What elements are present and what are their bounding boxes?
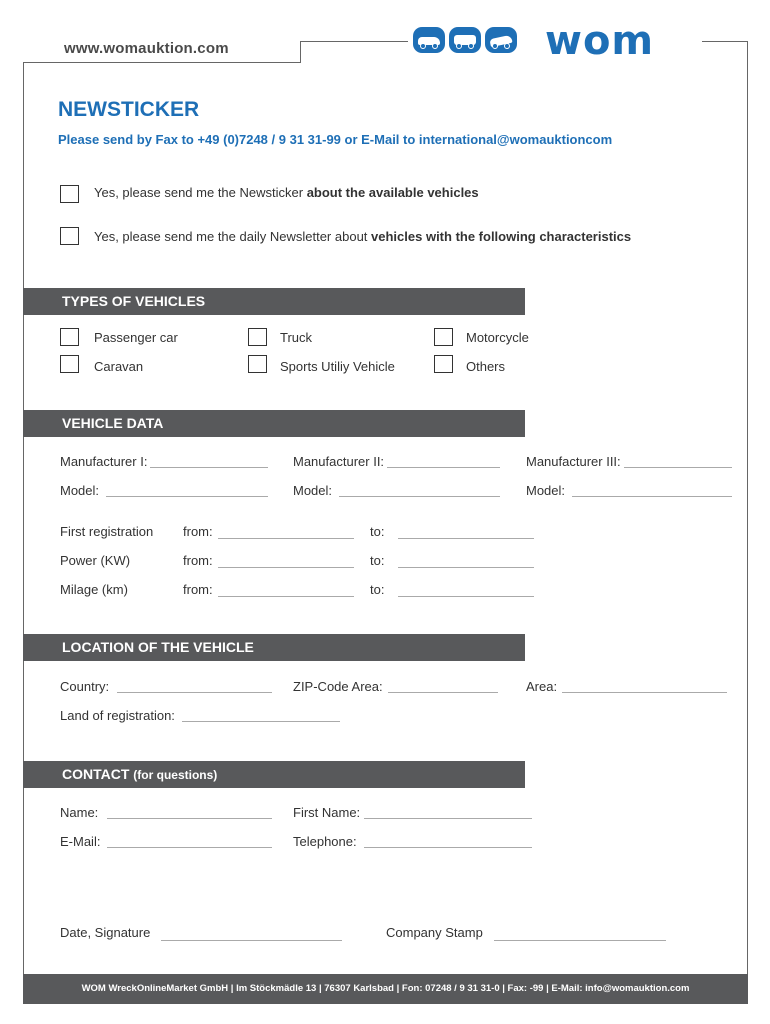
frame-top-border <box>702 41 748 42</box>
model-1-label: Model: <box>60 483 100 498</box>
first-registration-from-field[interactable] <box>218 538 354 539</box>
option-bold-text: vehicles with the following characteristics <box>371 229 632 244</box>
land-registration-label: Land of registration: <box>60 708 175 723</box>
manufacturer-2-field[interactable] <box>387 467 500 468</box>
section-title: TYPES OF VEHICLES <box>62 293 206 309</box>
contact-subtitle: (for questions) <box>133 768 218 782</box>
area-label: Area: <box>526 679 558 694</box>
name-label: Name: <box>60 805 99 820</box>
newsletter-option <box>94 229 631 244</box>
wom-logo: wom <box>545 18 655 64</box>
newsticker-option <box>94 185 479 200</box>
from-label: from: <box>183 524 213 539</box>
manufacturer-1-field[interactable] <box>150 467 268 468</box>
milage-to-field[interactable] <box>398 596 534 597</box>
manufacturer-3-field[interactable] <box>624 467 732 468</box>
frame-right-border <box>747 41 748 996</box>
passenger-car-checkbox[interactable] <box>60 328 79 346</box>
first-registration-label: First registration <box>60 524 154 539</box>
area-field[interactable] <box>562 692 727 693</box>
section-title: LOCATION OF THE VEHICLE <box>62 639 254 655</box>
page-title: NEWSTICKER <box>58 98 200 121</box>
manufacturer-3-label: Manufacturer III: <box>526 454 621 469</box>
frame-top-border <box>300 41 408 42</box>
newsticker-checkbox[interactable] <box>60 185 79 203</box>
manufacturer-2-label: Manufacturer II: <box>293 454 385 469</box>
name-field[interactable] <box>107 818 272 819</box>
model-2-field[interactable] <box>339 496 500 497</box>
power-label: Power (KW) <box>60 553 131 568</box>
car-icon <box>413 27 445 53</box>
car-crash-icon <box>485 27 517 53</box>
section-types-header <box>23 288 525 315</box>
power-to-field[interactable] <box>398 567 534 568</box>
model-3-field[interactable] <box>572 496 732 497</box>
date-signature-label: Date, Signature <box>60 925 151 940</box>
section-vehicle-data-header <box>23 410 525 437</box>
frame-left-border <box>23 62 24 996</box>
suv-label: Sports Utiliy Vehicle <box>280 359 395 374</box>
truck-label: Truck <box>280 330 313 345</box>
section-title: VEHICLE DATA <box>62 415 164 431</box>
milage-from-field[interactable] <box>218 596 354 597</box>
country-field[interactable] <box>117 692 272 693</box>
frame-top-border <box>23 62 301 63</box>
option-bold-text: about the available vehicles <box>306 185 479 200</box>
option-text: Yes, please send me the daily Newsletter about <box>94 229 372 244</box>
model-1-field[interactable] <box>106 496 268 497</box>
milage-label: Milage (km) <box>60 582 128 597</box>
first-name-label: First Name: <box>293 805 361 820</box>
to-label: to: <box>370 582 385 597</box>
frame-notch <box>300 41 301 63</box>
motorcycle-checkbox[interactable] <box>434 328 453 346</box>
bus-icon <box>449 27 481 53</box>
suv-checkbox[interactable] <box>248 355 267 373</box>
caravan-checkbox[interactable] <box>60 355 79 373</box>
company-stamp-field[interactable] <box>494 940 666 941</box>
telephone-field[interactable] <box>364 847 532 848</box>
date-signature-field[interactable] <box>161 940 342 941</box>
telephone-label: Telephone: <box>293 834 357 849</box>
zip-field[interactable] <box>388 692 498 693</box>
land-registration-field[interactable] <box>182 721 340 722</box>
motorcycle-label: Motorcycle <box>466 330 529 345</box>
page-subtitle: Please send by Fax to +49 (0)7248 / 9 31 31-99 or E-Mail to international@womauktioncom <box>58 132 613 147</box>
to-label: to: <box>370 524 385 539</box>
section-title <box>62 766 217 782</box>
newsletter-checkbox[interactable] <box>60 227 79 245</box>
website-url: www.womauktion.com <box>64 40 229 57</box>
option-text: Yes, please send me the Newsticker <box>94 185 307 200</box>
email-label: E-Mail: <box>60 834 101 849</box>
truck-checkbox[interactable] <box>248 328 267 346</box>
to-label: to: <box>370 553 385 568</box>
first-registration-to-field[interactable] <box>398 538 534 539</box>
caravan-label: Caravan <box>94 359 144 374</box>
logo-icons <box>413 27 517 55</box>
others-label: Others <box>466 359 506 374</box>
footer: WOM WreckOnlineMarket GmbH | Im Stöckmädle 13 | 76307 Karlsbad | Fon: 07248 / 9 31 31-0 | Fax: -99 | E-Mail: info@womauktion.com <box>23 974 748 1004</box>
others-checkbox[interactable] <box>434 355 453 373</box>
section-contact-header <box>23 761 525 788</box>
model-3-label: Model: <box>526 483 566 498</box>
power-from-field[interactable] <box>218 567 354 568</box>
passenger-car-label: Passenger car <box>94 330 178 345</box>
model-2-label: Model: <box>293 483 333 498</box>
zip-label: ZIP-Code Area: <box>293 679 383 694</box>
email-field[interactable] <box>107 847 272 848</box>
section-location-header <box>23 634 525 661</box>
from-label: from: <box>183 553 213 568</box>
company-stamp-label: Company Stamp <box>386 925 483 940</box>
contact-title: CONTACT <box>62 766 130 782</box>
manufacturer-1-label: Manufacturer I: <box>60 454 148 469</box>
first-name-field[interactable] <box>364 818 532 819</box>
from-label: from: <box>183 582 213 597</box>
country-label: Country: <box>60 679 110 694</box>
